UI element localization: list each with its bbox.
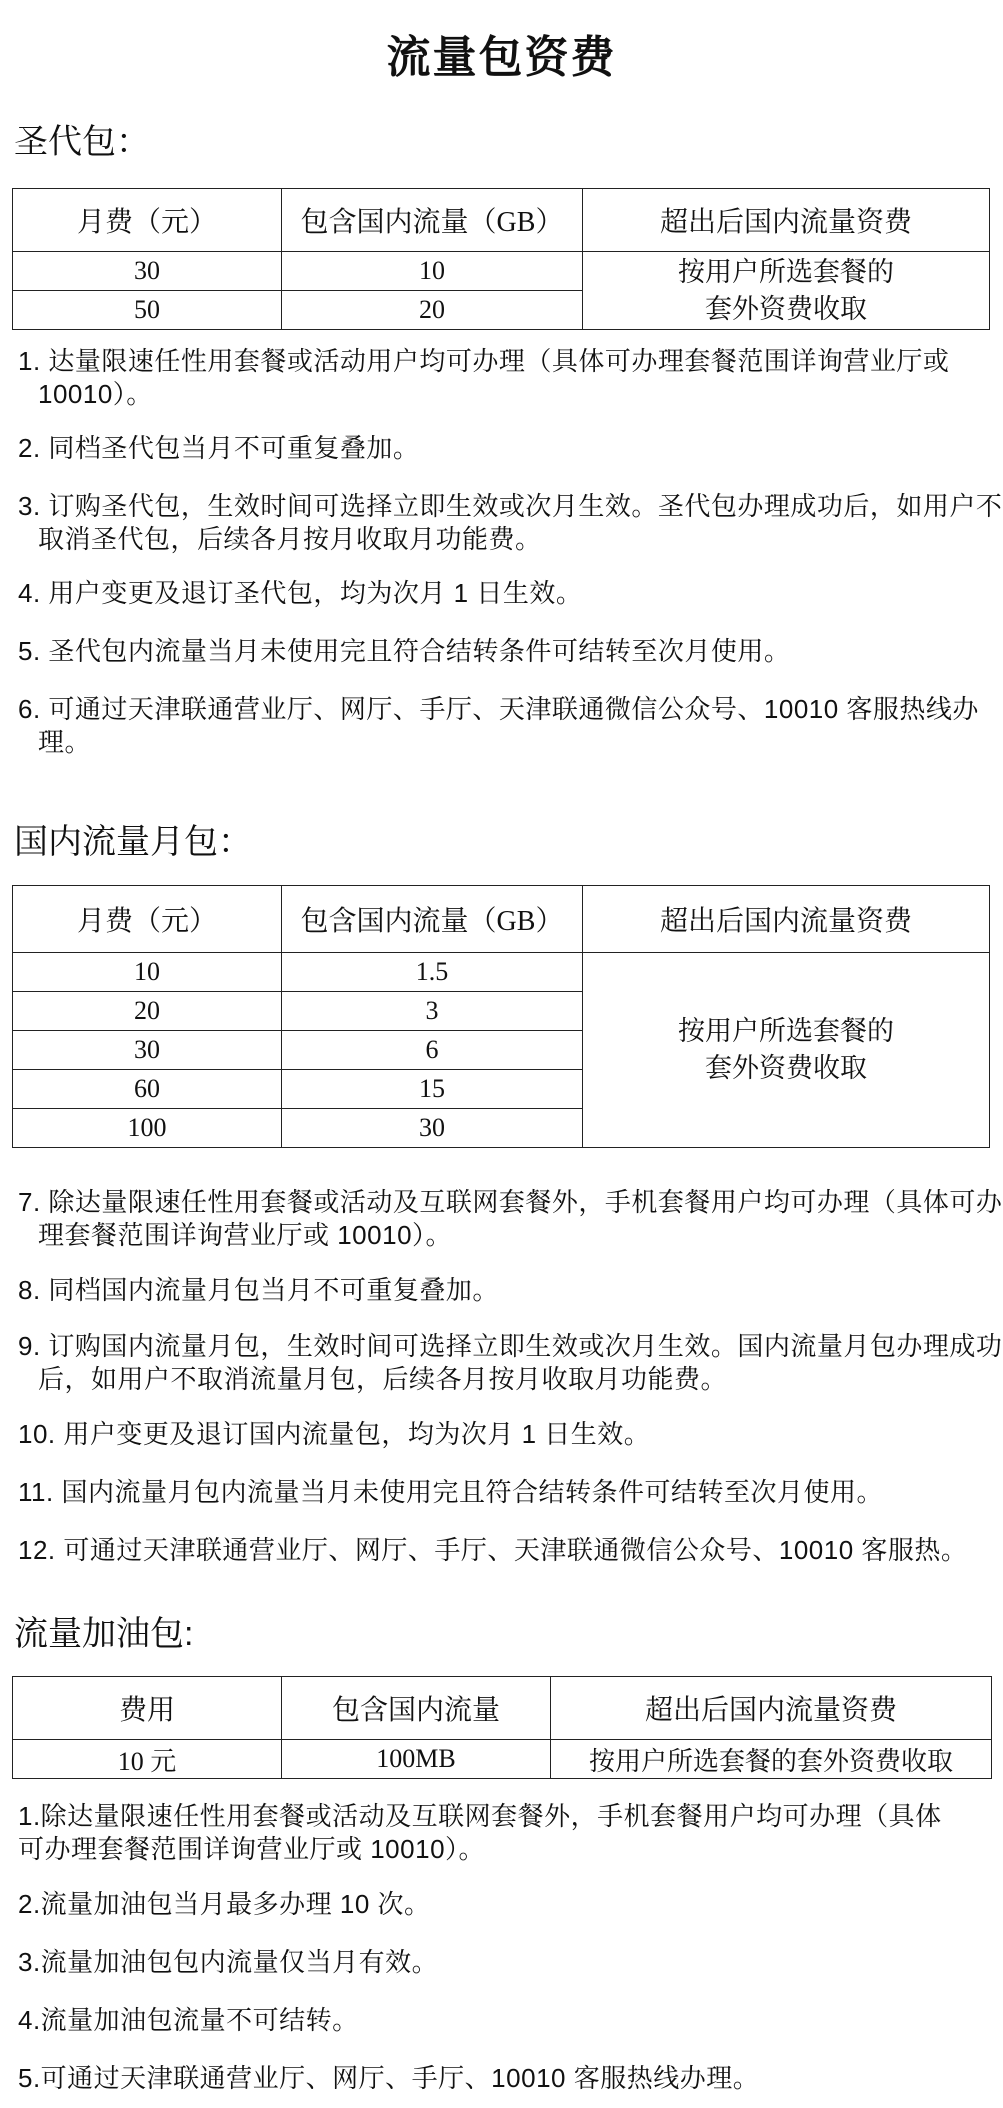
note-item: 4.流量加油包流量不可结转。 <box>18 2005 359 2035</box>
page-title: 流量包资费 <box>386 33 617 82</box>
note-item: 4. 用户变更及退订圣代包，均为次月 1 日生效。 <box>18 578 583 608</box>
note-item: 5.可通过天津联通营业厅、网厅、手厅、10010 客服热线办理。 <box>18 2063 760 2093</box>
header-included-data: 包含国内流量（GB） <box>282 189 583 252</box>
cell-data: 6 <box>282 1031 583 1070</box>
section-heading-shengdai: 圣代包： <box>14 123 150 161</box>
table-row <box>13 1740 992 1779</box>
cell-data: 100MB <box>282 1740 551 1779</box>
cell-fee: 10 <box>13 953 282 992</box>
note-item: 8. 同档国内流量月包当月不可重复叠加。 <box>18 1275 499 1305</box>
cell-data: 15 <box>282 1070 583 1109</box>
header-overage-rate: 超出后国内流量资费 <box>583 189 990 252</box>
note-item: 2. 同档圣代包当月不可重复叠加。 <box>18 433 420 463</box>
top-up-pack-fee-table <box>12 1676 992 1779</box>
table-header-row <box>13 886 990 953</box>
overage-line-1: 按用户所选套餐的 <box>678 256 894 287</box>
note-item: 10. 用户变更及退订国内流量包，均为次月 1 日生效。 <box>18 1419 651 1449</box>
cell-data: 10 <box>282 252 583 291</box>
table-row <box>13 252 990 291</box>
table-header-row <box>13 1677 992 1740</box>
cell-fee: 60 <box>13 1070 282 1109</box>
cell-fee: 30 <box>13 252 282 291</box>
cell-fee: 50 <box>13 291 282 330</box>
note-item: 3. 订购圣代包，生效时间可选择立即生效或次月生效。圣代包办理成功后，如用户不取消圣代包，后续各月按月收取月功能费。 <box>18 491 1003 554</box>
cell-overage <box>583 953 990 1148</box>
header-overage-rate: 超出后国内流量资费 <box>583 886 990 953</box>
note-item: 2.流量加油包当月最多办理 10 次。 <box>18 1889 431 1919</box>
header-monthly-fee: 月费（元） <box>13 886 282 953</box>
section-heading-top-up-pack: 流量加油包: <box>14 1615 194 1653</box>
table-row <box>13 953 990 992</box>
shengdai-fee-table <box>12 188 990 330</box>
note-item: 6. 可通过天津联通营业厅、网厅、手厅、天津联通微信公众号、10010 客服热线办理。 <box>18 694 979 757</box>
cell-fee: 30 <box>13 1031 282 1070</box>
note-item: 5. 圣代包内流量当月未使用完且符合结转条件可结转至次月使用。 <box>18 636 791 666</box>
header-included-data: 包含国内流量（GB） <box>282 886 583 953</box>
cell-fee: 20 <box>13 992 282 1031</box>
overage-line-2: 套外资费收取 <box>705 1053 867 1083</box>
cell-overage <box>583 252 990 330</box>
header-monthly-fee: 月费（元） <box>13 189 282 252</box>
overage-line-2: 套外资费收取 <box>705 293 867 324</box>
table-header-row <box>13 189 990 252</box>
note-item: 12. 可通过天津联通营业厅、网厅、手厅、天津联通微信公众号、10010 客服热。 <box>18 1535 968 1565</box>
cell-overage: 按用户所选套餐的套外资费收取 <box>551 1740 992 1779</box>
cell-fee: 100 <box>13 1109 282 1148</box>
note-item: 3.流量加油包包内流量仅当月有效。 <box>18 1947 439 1977</box>
cell-data: 3 <box>282 992 583 1031</box>
note-item: 9. 订购国内流量月包，生效时间可选择立即生效或次月生效。国内流量月包办理成功后，如用户不取消流量月包，后续各月按月收取月功能费。 <box>18 1331 1003 1394</box>
cell-data: 20 <box>282 291 583 330</box>
cell-data: 1.5 <box>282 953 583 992</box>
cell-data: 30 <box>282 1109 583 1148</box>
section-heading-monthly-pack: 国内流量月包： <box>14 823 252 861</box>
cell-fee: 10 元 <box>13 1740 282 1779</box>
header-fee: 费用 <box>13 1677 282 1740</box>
note-item: 1. 达量限速任性用套餐或活动用户均可办理（具体可办理套餐范围详询营业厅或 10010）。 <box>18 346 950 409</box>
header-included-data: 包含国内流量 <box>282 1677 551 1740</box>
header-overage-rate: 超出后国内流量资费 <box>551 1677 992 1740</box>
monthly-pack-fee-table <box>12 885 990 1148</box>
overage-line-1: 按用户所选套餐的 <box>678 1016 894 1046</box>
note-item: 7. 除达量限速任性用套餐或活动及互联网套餐外，手机套餐用户均可办理（具体可办理套餐范围详询营业厅或 10010）。 <box>18 1187 1003 1250</box>
note-item: 11. 国内流量月包内流量当月未使用完且符合结转条件可结转至次月使用。 <box>18 1477 883 1507</box>
note-item: 1.除达量限速任性用套餐或活动及互联网套餐外，手机套餐用户均可办理（具体可办理套餐范围详询营业厅或 10010）。 <box>18 1801 942 1864</box>
